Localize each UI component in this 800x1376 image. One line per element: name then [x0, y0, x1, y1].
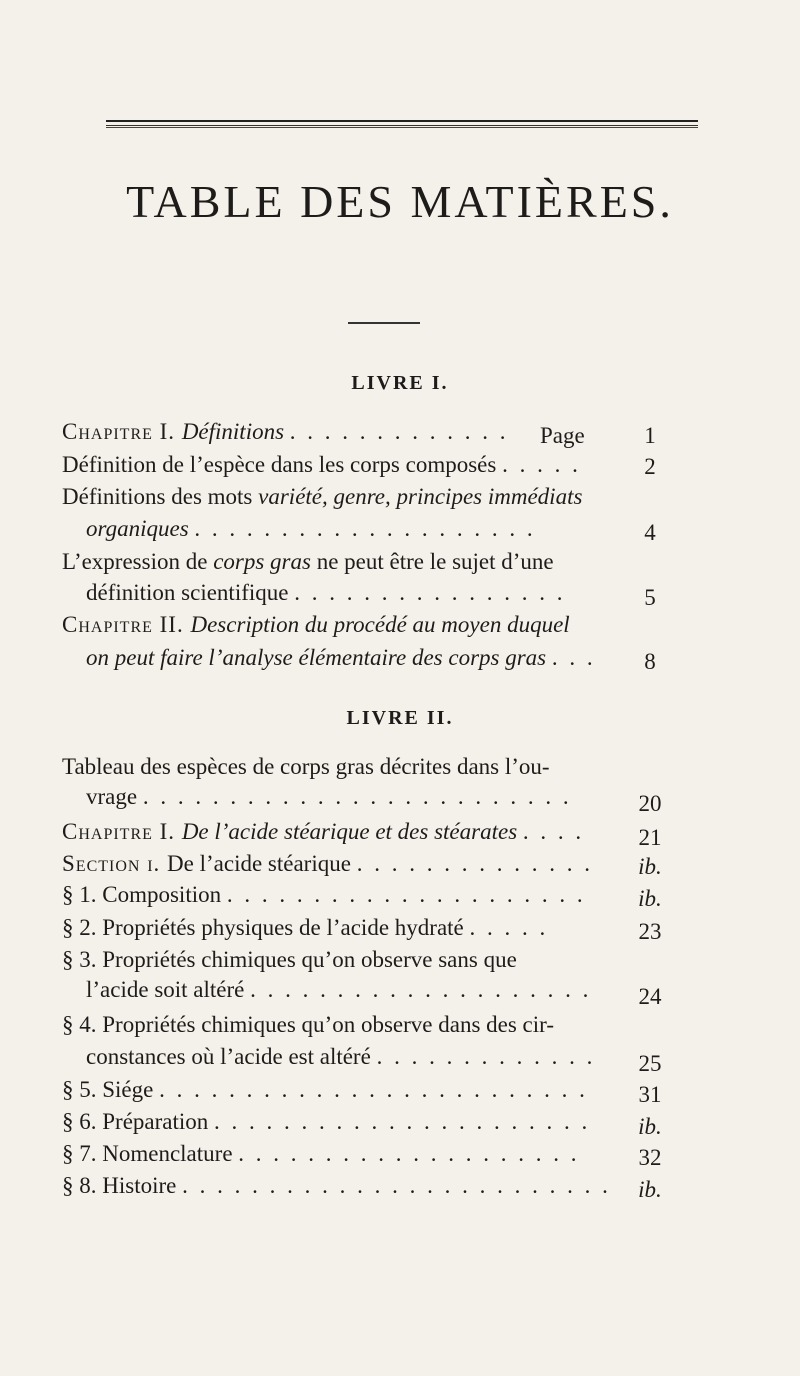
page-column-label: Page: [540, 423, 585, 448]
toc-page-number: 31: [638, 1082, 662, 1107]
toc-entry-chapitre-1: Chapitre I. Définitions . . . . . . . . . . . . .: [62, 419, 509, 444]
toc-page-number: 5: [644, 585, 656, 610]
livre-1-heading: LIVRE I.: [351, 372, 449, 394]
toc-entry-continuation: l’acide soit altéré . . . . . . . . . . . . . . . . . . . .: [86, 977, 592, 1002]
toc-page-number: 1: [644, 423, 656, 448]
toc-entry-section-1: Section i. De l’acide stéarique . . . . . . . . . . . . . .: [62, 851, 593, 876]
toc-entry: § 3. Propriétés chimiques qu’on observe sans que: [62, 947, 517, 972]
toc-entry: Définitions des mots variété, genre, principes immédiats: [62, 484, 583, 509]
toc-page-number: ib.: [638, 854, 662, 879]
toc-page-number: 32: [638, 1145, 662, 1170]
toc-entry-continuation: vrage . . . . . . . . . . . . . . . . . . . . . . . . .: [86, 784, 572, 809]
toc-entry-continuation: constances où l’acide est altéré . . . . . . . . . . . . .: [86, 1044, 596, 1069]
toc-entry: § 7. Nomenclature . . . . . . . . . . . . . . . . . . . .: [62, 1141, 580, 1166]
toc-page-number: 23: [638, 919, 662, 944]
toc-entry-continuation: organiques . . . . . . . . . . . . . . . . . . . .: [86, 516, 536, 541]
toc-entry: § 6. Préparation . . . . . . . . . . . . . . . . . . . . . .: [62, 1109, 591, 1134]
toc-entry: § 1. Composition . . . . . . . . . . . . . . . . . . . . .: [62, 882, 586, 907]
toc-page-number: 20: [638, 791, 662, 816]
toc-page-number: ib.: [638, 886, 662, 911]
page-title: TABLE DES MATIÈRES.: [126, 176, 674, 227]
toc-page-number: 25: [638, 1051, 662, 1076]
top-thin-rule: [106, 127, 698, 128]
toc-page-number: 8: [644, 649, 656, 674]
toc-entry: L’expression de corps gras ne peut être le sujet d’une: [62, 549, 554, 574]
toc-entry: § 2. Propriétés physiques de l’acide hydraté . . . . .: [62, 915, 549, 940]
toc-entry: § 4. Propriétés chimiques qu’on observe dans des cir-: [62, 1012, 555, 1037]
toc-entry-chapitre-1-livre-2: Chapitre I. De l’acide stéarique et des stéarates . . . .: [62, 819, 585, 844]
toc-entry-continuation: définition scientifique . . . . . . . . . . . . . . . .: [86, 580, 566, 605]
toc-entry: § 5. Siége . . . . . . . . . . . . . . . . . . . . . . . . .: [62, 1077, 588, 1102]
toc-page-number: ib.: [638, 1177, 662, 1202]
toc-page-number: 2: [644, 454, 656, 479]
livre-2-heading: LIVRE II.: [346, 707, 454, 729]
toc-page-number: 24: [638, 984, 662, 1009]
toc-entry-continuation: on peut faire l’analyse élémentaire des corps gras . . .: [86, 645, 596, 670]
toc-entry-chapitre-2: Chapitre II. Description du procédé au moyen duquel: [62, 612, 570, 637]
toc-entry: Définition de l’espèce dans les corps composés . . . . .: [62, 452, 581, 477]
toc-entry: § 8. Histoire . . . . . . . . . . . . . . . . . . . . . . . . .: [62, 1173, 611, 1198]
toc-page-number: ib.: [638, 1114, 662, 1139]
toc-entry: Tableau des espèces de corps gras décrites dans l’ou-: [62, 754, 550, 779]
toc-page-number: 21: [638, 825, 662, 850]
title-separator: [348, 322, 420, 324]
top-double-rule: [106, 120, 698, 126]
toc-page-number: 4: [644, 520, 656, 545]
